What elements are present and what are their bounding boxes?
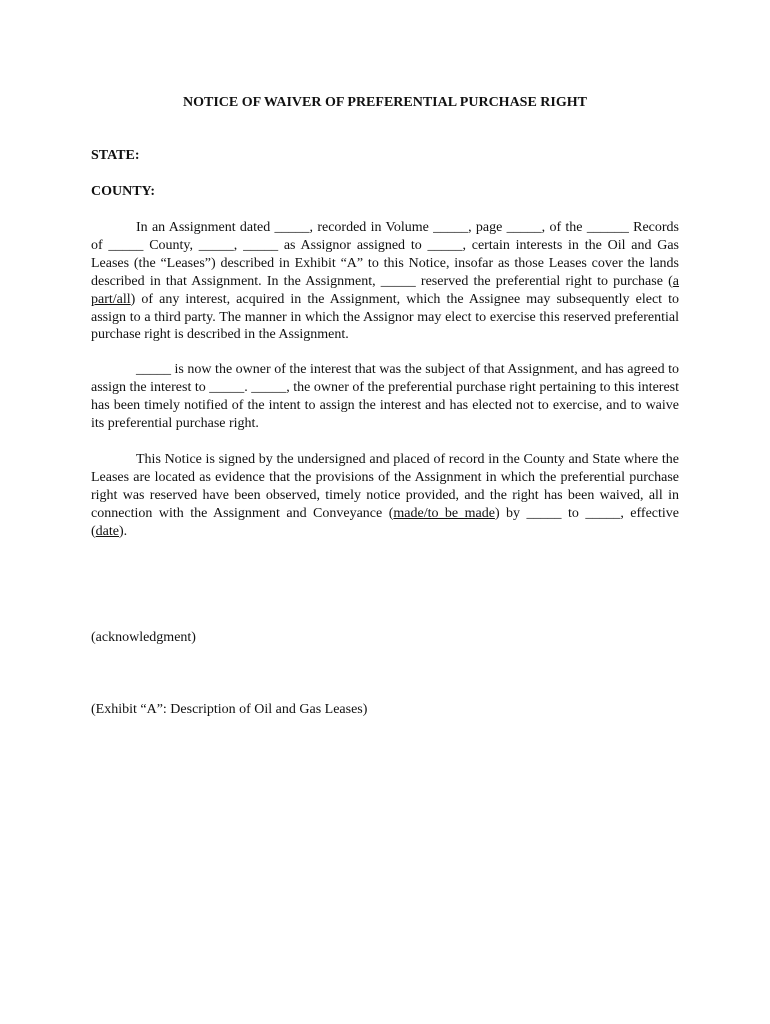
effective-date-placeholder: date: [95, 523, 119, 539]
notice-paragraph-text-2: ) by _____ to _____, effective (: [91, 505, 679, 539]
assignment-paragraph-text-1: In an Assignment dated _____, recorded in Volume _____, page _____, of the ______ Records of _____ County, _____, _____ as Assignor assigned to _____, certain interests in the Oil and Gas Leases (the “Leases”) described in Exhibit “A” to this Notice, insofar as those Leases cover the lands described in that Assignment. In the Assignment, _____ reserved the preferential right to purchase (: [91, 220, 679, 289]
notice-paragraph: [91, 451, 679, 541]
state-label: STATE:: [91, 148, 140, 163]
notice-paragraph-text-3: ).: [119, 523, 128, 539]
assignment-paragraph-text-2: ) of any interest, acquired in the Assignment, which the Assignee may subsequently elect to assign to a third party. The manner in which the Assignor may elect to exercise this reserved preferential purchase right is described in the Assignment.: [91, 291, 679, 343]
exhibit-note: (Exhibit “A”: Description of Oil and Gas Leases): [91, 702, 368, 717]
assignment-paragraph: [91, 219, 679, 344]
made-to-be-made-option: made/to be made: [393, 505, 495, 521]
acknowledgment-note: (acknowledgment): [91, 630, 196, 645]
part-all-option: a part/all: [91, 273, 679, 307]
document-title: NOTICE OF WAIVER OF PREFERENTIAL PURCHASE RIGHT: [183, 95, 587, 110]
notice-paragraph-text-1: This Notice is signed by the undersigned and placed of record in the County and State where the Leases are located as evidence that the provisions of the Assignment in which the preferential purchase right was reserved have been observed, timely notice provided, and the right has been waived, all in connection with the Assignment and Conveyance (: [91, 452, 679, 521]
owner-paragraph: _____ is now the owner of the interest that was the subject of that Assignment, and has agreed to assign the interest to _____. _____, the owner of the preferential purchase right pertaining to this interest has been timely notified of the intent to assign the interest and has elected not to exercise, and to waive its preferential purchase right.: [91, 362, 679, 431]
county-label: COUNTY:: [91, 184, 156, 199]
